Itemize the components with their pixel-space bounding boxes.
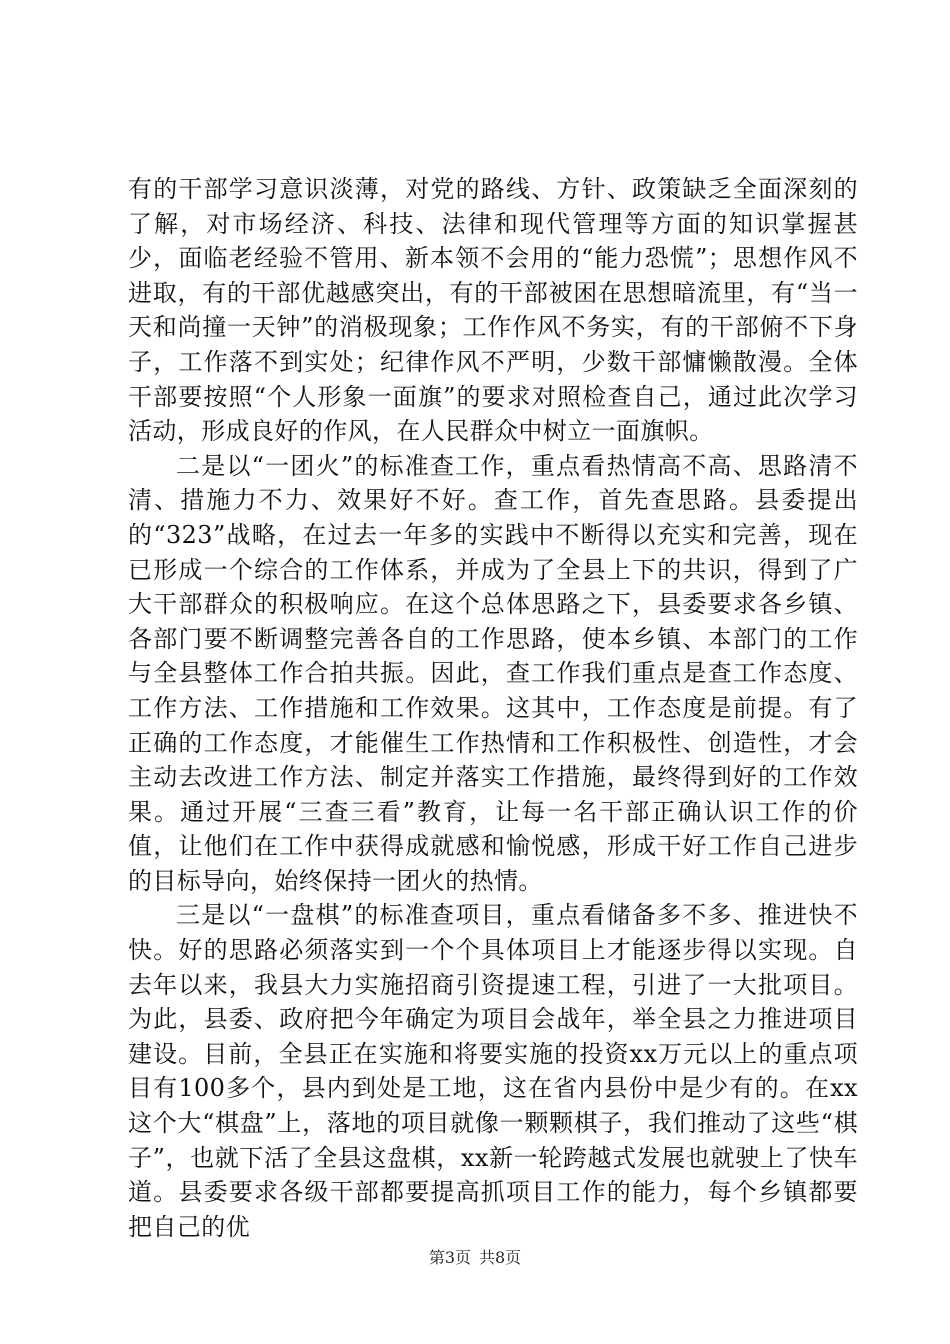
paragraph-3: 三是以“一盘棋”的标准查项目，重点看储备多不多、推进快不快。好的思路必须落实到一个个具体项目上才能逐步得以实现。自去年以来，我县大力实施招商引资提速工程，引进了一大批项目。为此，县委、政府把今年确定为项目会战年，举全县之力推进项目建设。目前，全县正在实施和将要实施的投资xx万元以上的重点项目有100多个，县内到处是工地，这在省内县份中是少有的。在xx这个大“棋盘”上，落地的项目就像一颗颗棋子，我们推动了这些“棋子”，也就下活了全县这盘棋，xx新一轮跨越式发展也就驶上了快车道。县委要求各级干部都要提高抓项目工作的能力，每个乡镇都要把自己的优 xyxy=(128,901,858,1241)
paragraph-2: 二是以“一团火”的标准查工作，重点看热情高不高、思路清不清、措施力不力、效果好不好。查工作，首先查思路。县委提出的“323”战略，在过去一年多的实践中不断得以充实和完善，现在已形成一个综合的工作体系，并成为了全县上下的共识，得到了广大干部群众的积极响应。在这个总体思路之下，县委要求各乡镇、各部门要不断调整完善各自的工作思路，使本乡镇、本部门的工作与全县整体工作合拍共振。因此，查工作我们重点是查工作态度、工作方法、工作措施和工作效果。这其中，工作态度是前提。有了正确的工作态度，才能催生工作热情和工作积极性、创造性，才会主动去改进工作方法、制定并落实工作措施，最终得到好的工作效果。通过开展“三查三看”教育，让每一名干部正确认识工作的价值，让他们在工作中获得成就感和愉悦感，形成干好工作自己进步的目标导向，始终保持一团火的热情。 xyxy=(128,451,858,895)
paragraph-1: 有的干部学习意识淡薄，对党的路线、方针、政策缺乏全面深刻的了解，对市场经济、科技、法律和现代管理等方面的知识掌握甚少，面临老经验不管用、新本领不会用的“能力恐慌”；思想作风不进取，有的干部优越感突出，有的干部被困在思想暗流里，有“当一天和尚撞一天钟”的消极现象；工作作风不务实，有的干部俯不下身子，工作落不到实处；纪律作风不严明，少数干部慵懒散漫。全体干部要按照“个人形象一面旗”的要求对照检查自己，通过此次学习活动，形成良好的作风，在人民群众中树立一面旗帜。 xyxy=(128,175,858,446)
page-number: 第3页 xyxy=(428,1248,471,1267)
document-body xyxy=(128,172,858,1244)
page-total: 共8页 xyxy=(479,1248,522,1267)
page-footer xyxy=(0,1248,950,1268)
